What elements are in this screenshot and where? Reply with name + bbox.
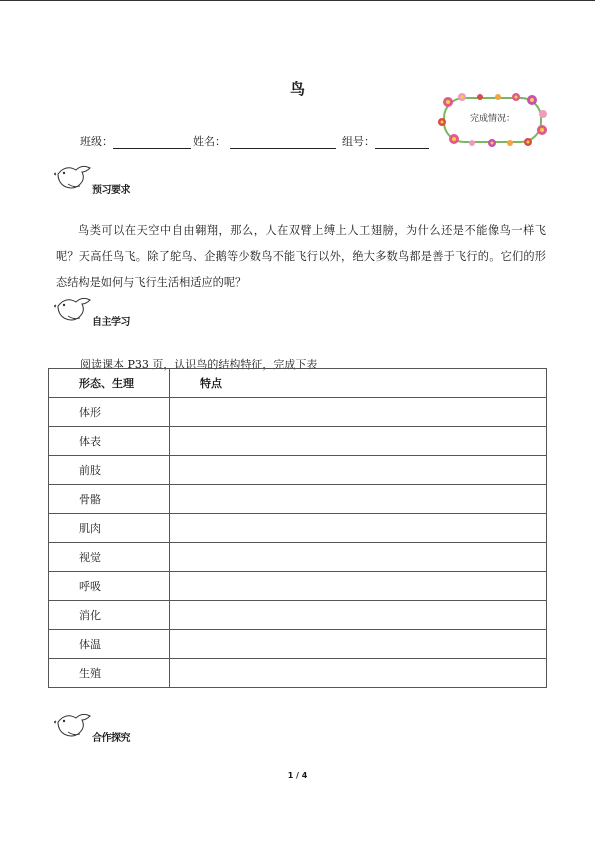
row-label: 骨骼 [49, 485, 170, 514]
table-row [49, 514, 547, 543]
bird-doodle-icon [54, 292, 94, 326]
answer-cell[interactable] [170, 514, 547, 543]
group-label: 组号： [342, 135, 375, 148]
completion-badge [436, 92, 549, 148]
row-label: 体表 [49, 427, 170, 456]
table-row [49, 572, 547, 601]
table-row [49, 456, 547, 485]
answer-cell[interactable] [170, 572, 547, 601]
row-label: 生殖 [49, 659, 170, 688]
table-row [49, 601, 547, 630]
table-header-cell: 特点 [170, 369, 547, 398]
page-title: 鸟 [289, 80, 305, 98]
section-self-study [54, 292, 174, 330]
section-cooperation [54, 708, 174, 746]
answer-cell[interactable] [170, 456, 547, 485]
answer-cell[interactable] [170, 543, 547, 572]
answer-cell[interactable] [170, 630, 547, 659]
name-label: 姓名： [193, 135, 226, 148]
row-label: 肌肉 [49, 514, 170, 543]
row-label: 视觉 [49, 543, 170, 572]
intro-paragraph: 鸟类可以在天空中自由翱翔，那么，人在双臂上缚上人工翅膀，为什么还是不能像鸟一样飞呢？天高任鸟飞。除了鸵鸟、企鹅等少数鸟不能飞行以外，绝大多数鸟都是善于飞行的。它们的形态结构是如何与飞行生活相适应的呢？ [56, 224, 546, 289]
name-field[interactable] [230, 136, 336, 149]
answer-cell[interactable] [170, 601, 547, 630]
answer-cell[interactable] [170, 485, 547, 514]
student-info-row [80, 133, 431, 149]
table-instruction: 阅读课本 P33 页，认识鸟的结构特征，完成下表 [80, 358, 318, 371]
table-row [49, 659, 547, 688]
section-preview [54, 160, 174, 198]
table-row [49, 630, 547, 659]
completion-badge-label: 完成情况： [469, 114, 515, 124]
table-header-cell: 形态、生理 [49, 369, 170, 398]
structure-table [48, 368, 547, 688]
row-label: 消化 [49, 601, 170, 630]
answer-cell[interactable] [170, 659, 547, 688]
table-header-row [49, 369, 547, 398]
table-row [49, 543, 547, 572]
page-number: 1 / 4 [287, 771, 308, 780]
row-label: 体温 [49, 630, 170, 659]
section-cooperation-title: 合作探究 [92, 733, 130, 744]
class-field[interactable] [113, 136, 191, 149]
bird-doodle-icon [54, 160, 94, 194]
row-label: 体形 [49, 398, 170, 427]
bird-doodle-icon [54, 708, 94, 742]
answer-cell[interactable] [170, 427, 547, 456]
top-rule [0, 0, 595, 1]
table-row [49, 485, 547, 514]
row-label: 呼吸 [49, 572, 170, 601]
answer-cell[interactable] [170, 398, 547, 427]
section-self-study-title: 自主学习 [92, 317, 130, 328]
table-row [49, 398, 547, 427]
section-preview-title: 预习要求 [92, 185, 130, 196]
class-label: 班级： [80, 135, 113, 148]
row-label: 前肢 [49, 456, 170, 485]
group-field[interactable] [375, 136, 429, 149]
table-row [49, 427, 547, 456]
